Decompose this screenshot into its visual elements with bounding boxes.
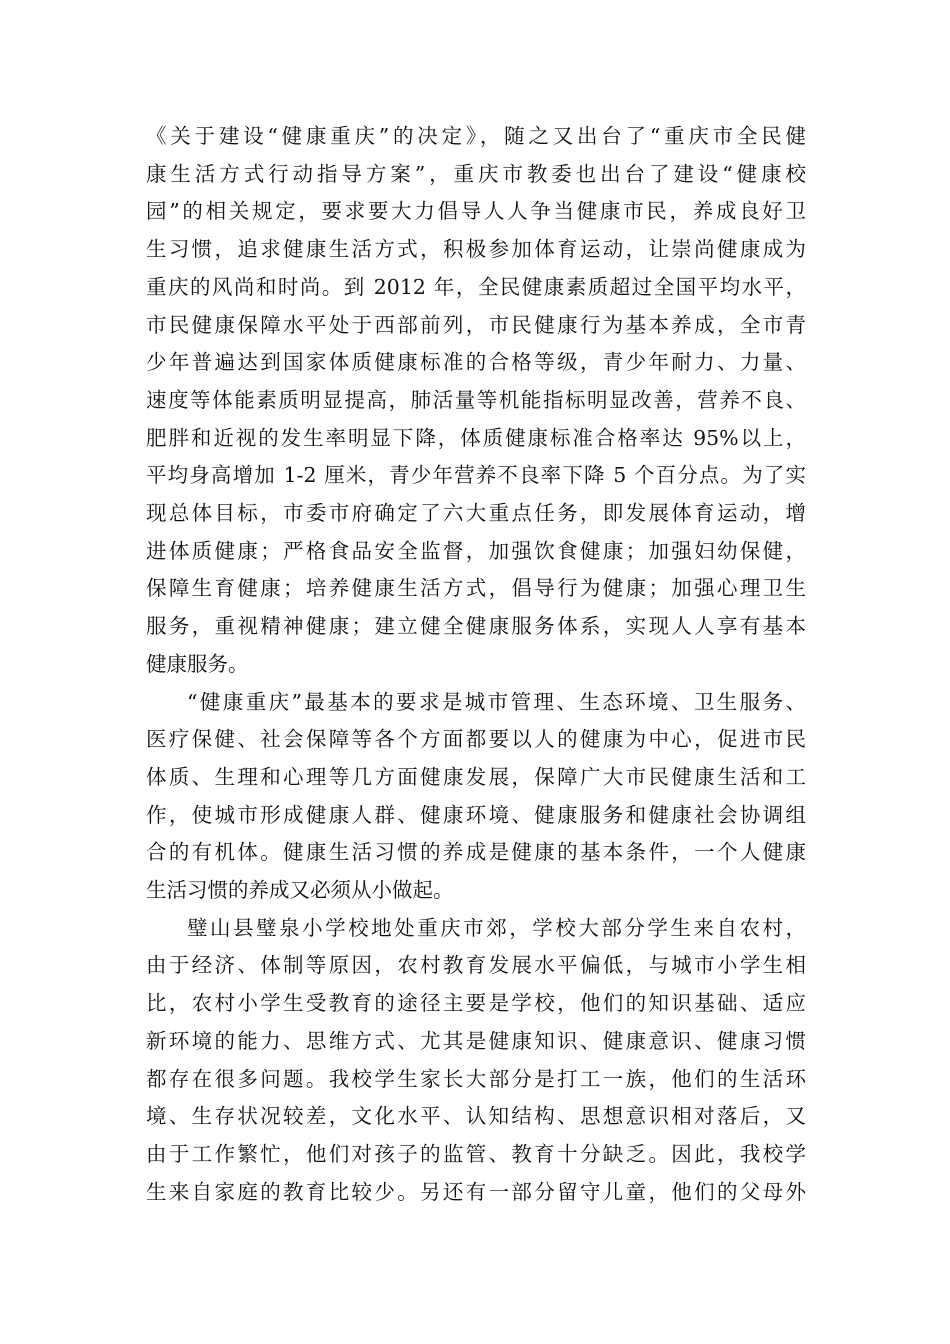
text-line: 园”的相关规定，要求要大力倡导人人争当健康市民，养成良好卫: [146, 199, 806, 224]
text-line: 保障生育健康；培养健康生活方式，倡导行为健康；加强心理卫生: [146, 576, 806, 601]
text-line: 少年普遍达到国家体质健康标准的合格等级，青少年耐力、力量、: [146, 350, 806, 375]
document-body: [146, 118, 806, 1211]
text-line: 由于经济、体制等原因，农村教育发展水平偏低，与城市小学生相: [146, 953, 806, 978]
text-line: 生习惯，追求健康生活方式，积极参加体育运动，让崇尚健康成为: [146, 237, 806, 262]
text-line: 璧山县璧泉小学校地处重庆市郊，学校大部分学生来自农村，: [187, 915, 806, 940]
text-line: 服务，重视精神健康；建立健全健康服务体系，实现人人享有基本: [146, 614, 806, 639]
paragraph-1: [146, 118, 806, 684]
text-line: 医疗保健、社会保障等各个方面都要以人的健康为中心，促进市民: [146, 727, 806, 752]
paragraph-3: [146, 910, 806, 1212]
text-line: 现总体目标，市委市府确定了六大重点任务，即发展体育运动，增: [146, 501, 806, 526]
text-line: 比，农村小学生受教育的途径主要是学校，他们的知识基础、适应: [146, 991, 806, 1016]
text-line: 体质、生理和心理等几方面健康发展，保障广大市民健康生活和工: [146, 764, 806, 789]
paragraph-2: [146, 684, 806, 910]
text-line: 康生活方式行动指导方案”，重庆市教委也出台了建设“健康校: [146, 161, 806, 186]
text-line: 速度等体能素质明显提高，肺活量等机能指标明显改善，营养不良、: [146, 387, 806, 412]
text-line: 新环境的能力、思维方式、尤其是健康知识、健康意识、健康习惯: [146, 1028, 806, 1053]
text-line: “健康重庆”最基本的要求是城市管理、生态环境、卫生服务、: [187, 689, 806, 714]
text-line: 重庆的风尚和时尚。到 2012 年，全民健康素质超过全国平均水平，: [146, 274, 806, 299]
text-line: 市民健康保障水平处于西部前列，市民健康行为基本养成，全市青: [146, 312, 806, 337]
text-line: 都存在很多问题。我校学生家长大部分是打工一族，他们的生活环: [146, 1066, 806, 1091]
text-line: 境、生存状况较差，文化水平、认知结构、思想意识相对落后，又: [146, 1104, 806, 1129]
text-line: 由于工作繁忙，他们对孩子的监管、教育十分缺乏。因此，我校学: [146, 1141, 806, 1166]
text-line: 合的有机体。健康生活习惯的养成是健康的基本条件，一个人健康: [146, 840, 806, 865]
text-line: 健康服务。: [146, 651, 249, 676]
text-line: 生活习惯的养成又必须从小做起。: [146, 878, 454, 903]
text-line: 生来自家庭的教育比较少。另还有一部分留守儿童，他们的父母外: [146, 1179, 806, 1204]
text-line: 作，使城市形成健康人群、健康环境、健康服务和健康社会协调组: [146, 802, 806, 827]
text-line: 《关于建设“健康重庆”的决定》，随之又出台了“重庆市全民健: [146, 124, 806, 148]
text-line: 肥胖和近视的发生率明显下降，体质健康标准合格率达 95%以上，: [146, 425, 806, 450]
text-line: 进体质健康；严格食品安全监督，加强饮食健康；加强妇幼保健，: [146, 538, 806, 563]
text-line: 平均身高增加 1-2 厘米，青少年营养不良率下降 5 个百分点。为了实: [146, 463, 806, 488]
